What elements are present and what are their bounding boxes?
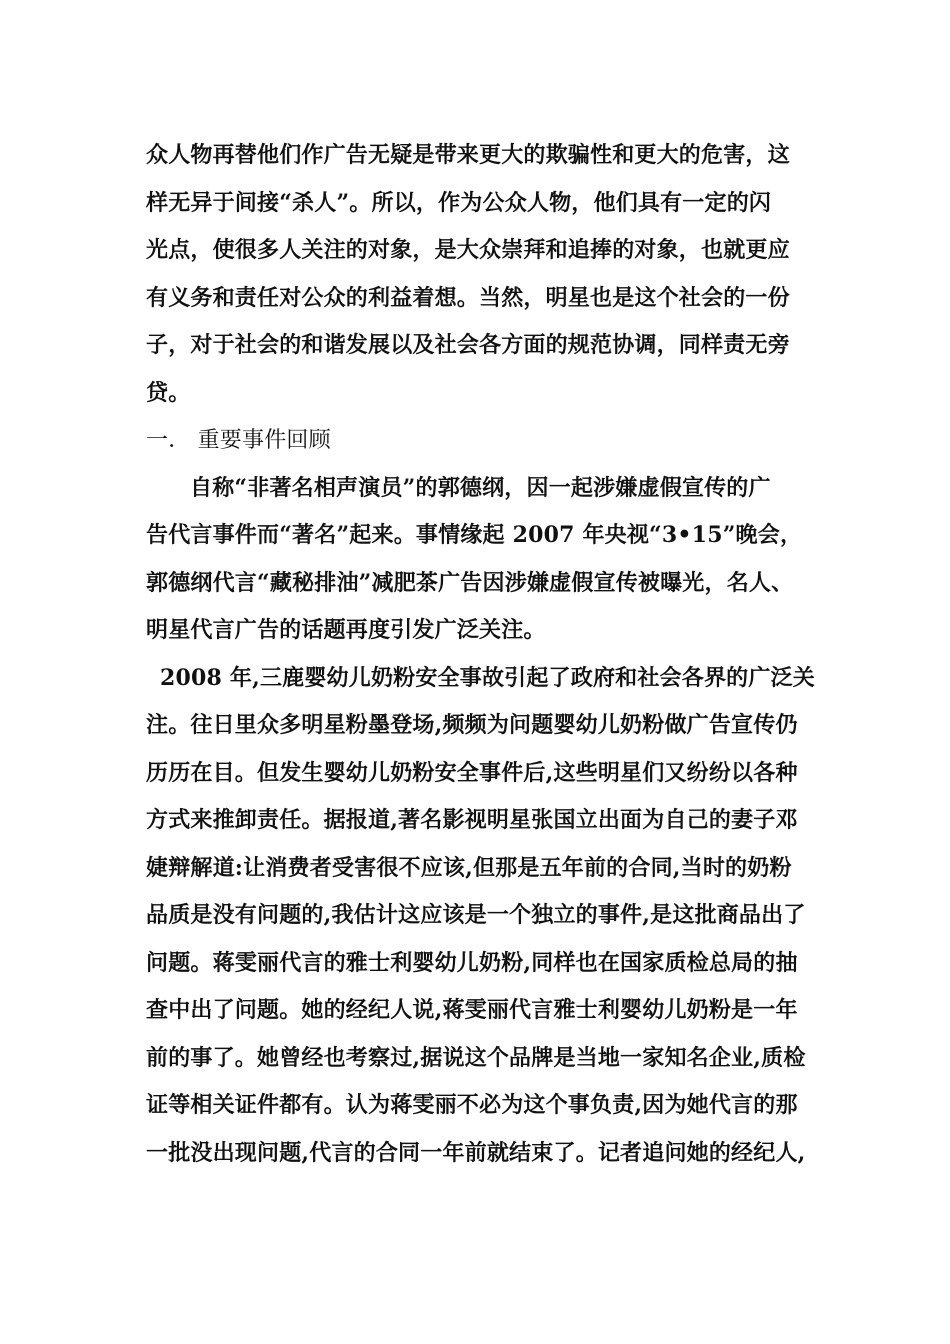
text-line: 方式来推卸责任。据报道,著名影视明星张国立出面为自己的妻子邓 <box>146 807 798 833</box>
text-line: 告代言事件而“著名”起来。事情缘起 2007 年央视“3•15”晚会， <box>146 522 803 548</box>
text-line: 历历在目。但发生婴幼儿奶粉安全事件后,这些明星们又纷纷以各种 <box>146 759 798 786</box>
text-line: 婕辩解道:让消费者受害很不应该,但那是五年前的合同,当时的奶粉 <box>146 854 792 881</box>
text-line: 贷。 <box>146 379 191 406</box>
text-line: 郭德纲代言“藏秘排油”减肥茶广告因涉嫌虚假宣传被曝光，名人、 <box>146 569 794 596</box>
text-line: 有义务和责任对公众的利益着想。当然，明星也是这个社会的一份 <box>146 284 790 311</box>
paragraph-sanlu <box>146 655 815 1178</box>
text-line: 证等相关证件都有。认为蒋雯丽不必为这个事负责,因为她代言的那 <box>146 1092 798 1118</box>
text-line: 子，对于社会的和谐发展以及社会各方面的规范协调，同样责无旁 <box>146 332 790 358</box>
text-line: 前的事了。她曾经也考察过,据说这个品牌是当地一家知名企业,质检 <box>146 1044 806 1071</box>
text-line: 光点，使很多人关注的对象，是大众崇拜和追捧的对象，也就更应 <box>146 237 790 263</box>
section-heading: 一． 重要事件回顾 <box>146 428 331 453</box>
text-line: 2008 年,三鹿婴幼儿奶粉安全事故引起了政府和社会各界的广泛关 <box>160 664 815 691</box>
paragraph-continued <box>146 132 811 417</box>
text-line: 注。往日里众多明星粉墨登场,频频为问题婴幼儿奶粉做广告宣传仍 <box>146 712 798 738</box>
text-line: 问题。蒋雯丽代言的雅士利婴幼儿奶粉,同样也在国家质检总局的抽 <box>146 949 798 976</box>
paragraph-guodegang <box>146 465 811 655</box>
document-page <box>146 132 815 1177</box>
text-line: 众人物再替他们作广告无疑是带来更大的欺骗性和更大的危害，这 <box>146 142 790 168</box>
text-line: 自称“非著名相声演员”的郭德纲，因一起涉嫌虚假宣传的广 <box>190 474 771 501</box>
text-line: 品质是没有问题的,我估计这应该是一个独立的事件,是这批商品出了 <box>146 902 806 928</box>
text-line: 一批没出现问题,代言的合同一年前就结束了。记者追问她的经纪人, <box>146 1139 806 1166</box>
text-line: 样无异于间接“杀人”。所以，作为公众人物，他们具有一定的闪 <box>146 189 772 216</box>
text-line: 查中出了问题。她的经纪人说,蒋雯丽代言雅士利婴幼儿奶粉是一年 <box>146 997 798 1023</box>
text-line: 明星代言广告的话题再度引发广泛关注。 <box>146 617 546 643</box>
